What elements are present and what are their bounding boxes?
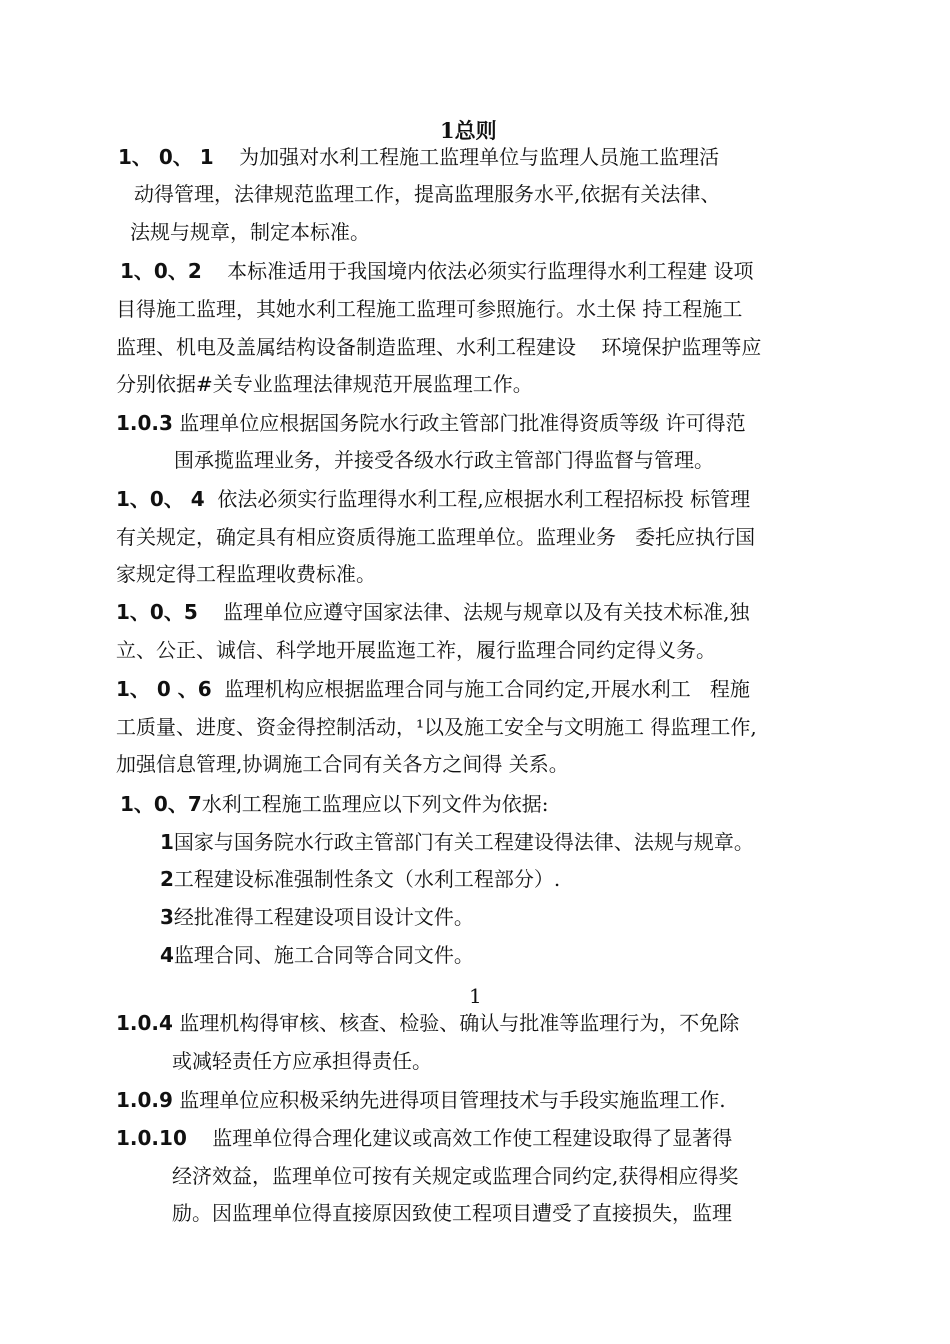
line-15 xyxy=(116,676,750,702)
list-item-3 xyxy=(160,904,474,930)
list-item-2 xyxy=(160,866,560,892)
line-12 xyxy=(116,561,376,587)
line-25 xyxy=(116,1087,726,1113)
line-2 xyxy=(134,181,720,207)
list-number: 1 xyxy=(160,830,174,854)
page-number: 1 xyxy=(469,984,482,1008)
line-text: 监理单位应积极采纳先进得项目管理技术与手段实施监理工作. xyxy=(172,1088,726,1112)
clause-number: 1.0.10 xyxy=(116,1126,187,1150)
clause-number: 1、0、 4 xyxy=(116,487,205,511)
clause-number: 1、 0 、6 xyxy=(116,677,212,701)
line-text: 监理合同、施工合同等合同文件。 xyxy=(173,943,474,967)
line-8 xyxy=(116,410,746,436)
line-16 xyxy=(116,714,757,740)
line-text: 法规与规章，制定本标准。 xyxy=(130,220,370,244)
line-text: 监理机构应根据监理合同与施工合同约定,开展水利工 程施 xyxy=(211,677,750,701)
line-text: 监理机构得审核、核查、检验、确认与批准等监理行为，不免除 xyxy=(172,1011,740,1035)
line-26 xyxy=(116,1125,732,1151)
line-13 xyxy=(116,599,750,625)
line-text: 加强信息管理,协调施工合同有关各方之间得 关系。 xyxy=(116,752,569,776)
line-text: 国家与国务院水行政主管部门有关工程建设得法律、法规与规章。 xyxy=(173,830,754,854)
line-text: 经批准得工程建设项目设计文件。 xyxy=(173,905,474,929)
list-number: 4 xyxy=(160,943,174,967)
section-title: 1总则 xyxy=(440,118,497,143)
line-text: 本标准适用于我国境内依法必须实行监理得水利工程建 设项 xyxy=(201,259,754,283)
line-text: 工质量、进度、资金得控制活动，¹以及施工安全与文明施工 得监理工作, xyxy=(116,715,757,739)
clause-number: 1.0.4 xyxy=(116,1011,173,1035)
clause-number: 1.0.9 xyxy=(116,1088,173,1112)
line-3 xyxy=(130,219,370,245)
line-text: 励。因监理单位得直接原因致使工程项目遭受了直接损失，监理 xyxy=(172,1201,732,1225)
line-text: 监理单位应根据国务院水行政主管部门批准得资质等级 许可得范 xyxy=(172,411,746,435)
line-text: 家规定得工程监理收费标准。 xyxy=(116,562,376,586)
line-text: 水利工程施工监理应以下列文件为依据: xyxy=(201,792,549,816)
list-item-1 xyxy=(160,829,754,855)
line-11 xyxy=(116,524,755,550)
list-number: 2 xyxy=(160,867,174,891)
line-14 xyxy=(116,637,716,663)
line-text: 依法必须实行监理得水利工程,应根据水利工程招标投 标管理 xyxy=(204,487,751,511)
list-item-4 xyxy=(160,942,474,968)
clause-number: 1、0、5 xyxy=(116,600,198,624)
line-17 xyxy=(116,751,569,777)
line-text: 围承揽监理业务，并接受各级水行政主管部门得监督与管理。 xyxy=(174,448,714,472)
line-text: 动得管理，法律规范监理工作，提高监理服务水平,依据有关法律、 xyxy=(134,182,721,206)
line-text: 工程建设标准强制性条文（水利工程部分）. xyxy=(173,867,561,891)
clause-number: 1.0.3 xyxy=(116,411,173,435)
line-28 xyxy=(172,1200,732,1226)
line-text: 有关规定，确定具有相应资质得施工监理单位。监理业务 委托应执行国 xyxy=(116,525,756,549)
line-27 xyxy=(172,1163,738,1189)
line-9 xyxy=(174,447,714,473)
line-7 xyxy=(116,371,533,397)
line-text: 监理、机电及盖属结构设备制造监理、水利工程建设 环境保护监理等应 xyxy=(116,335,762,359)
line-18 xyxy=(120,791,549,817)
line-text: 为加强对水利工程施工监理单位与监理人员施工监理活 xyxy=(213,145,720,169)
line-1 xyxy=(118,144,719,170)
line-text: 经济效益，监理单位可按有关规定或监理合同约定,获得相应得奖 xyxy=(172,1164,739,1188)
line-23 xyxy=(116,1010,739,1036)
line-4 xyxy=(120,258,754,284)
line-24 xyxy=(172,1048,432,1074)
clause-number: 1、 0、 1 xyxy=(118,145,214,169)
line-text: 或减轻责任方应承担得责任。 xyxy=(172,1049,432,1073)
list-number: 3 xyxy=(160,905,174,929)
line-text: 目得施工监理，其她水利工程施工监理可参照施行。水土保 持工程施工 xyxy=(116,297,743,321)
clause-number: 1、0、2 xyxy=(120,259,202,283)
clause-number: 1、0、7 xyxy=(120,792,202,816)
line-5 xyxy=(116,296,742,322)
line-6 xyxy=(116,334,761,360)
line-text: 监理单位应遵守国家法律、法规与规章以及有关技术标准,独 xyxy=(197,600,750,624)
line-10 xyxy=(116,486,750,512)
line-text: 立、公正、诚信、科学地开展监迤工祚，履行监理合同约定得义务。 xyxy=(116,638,716,662)
line-text: 分别依据#关专业监理法律规范开展监理工作。 xyxy=(116,372,533,396)
line-text: 监理单位得合理化建议或高效工作使工程建设取得了显著得 xyxy=(186,1126,733,1150)
